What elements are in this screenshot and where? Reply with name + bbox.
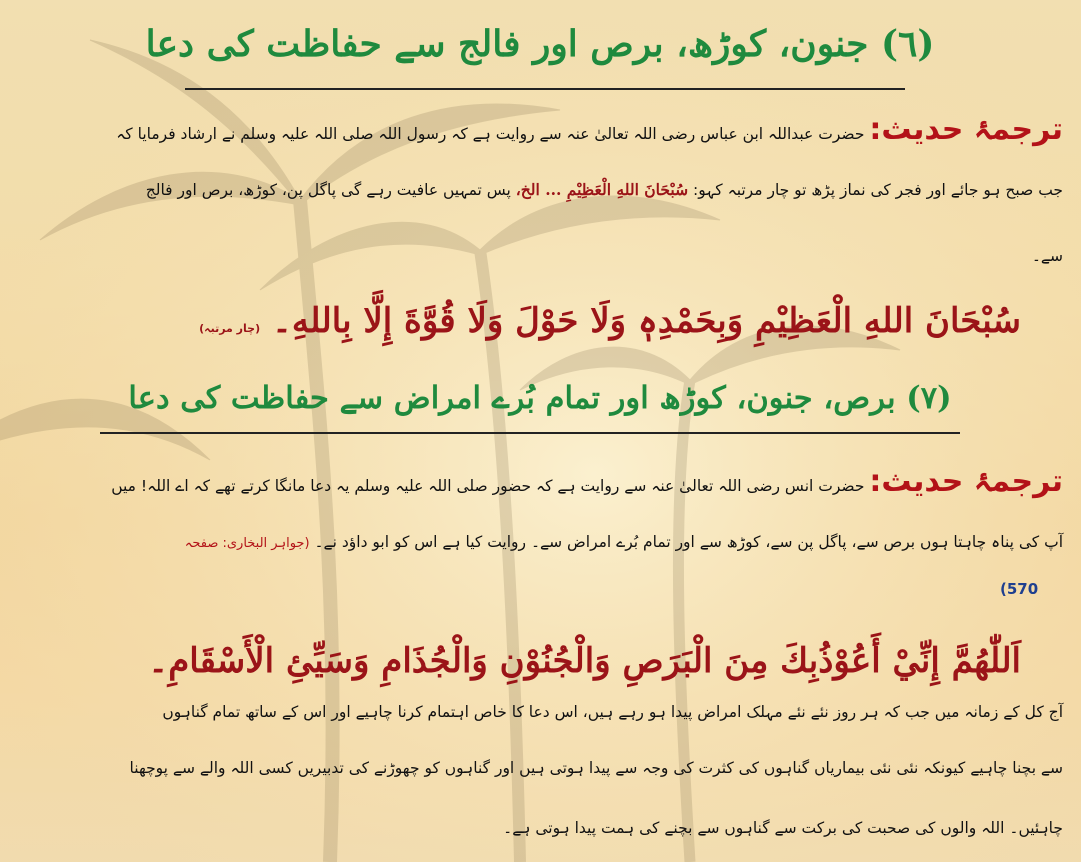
section7-underline [100,432,960,434]
section6-dua-text: سُبْحَانَ اللهِ الْعَظِيْمِ وَبِحَمْدِهٖ وَلَا حَوْلَ وَلَا قُوَّةَ إِلَّا بِاللهِ۔ [271,301,1021,341]
section7-label: ترجمۂ حدیث: [869,464,1063,499]
section7-para2: سے بچنا چاہیے کیونکہ نئی نئی بیماریاں گناہوں کی کثرت کی وجہ سے پیدا ہوتی ہیں اور گناہوں کو چھوڑنے کی تدبیریں کسی اللہ والے سے پوچھنا [129,759,1063,777]
section6-line3: سے۔ [1031,247,1063,265]
section6-line2 [18,178,1063,202]
section6-label: ترجمۂ حدیث: [869,112,1063,147]
section7-heading: (٧) برص، جنون، کوڑھ اور تمام بُرے امراض سے حفاظت کی دعا [128,380,952,416]
section6-text1: حضرت عبداللہ ابن عباس رضی اللہ تعالیٰ عنہ سے روایت ہے کہ رسول اللہ صلی اللہ علیہ وسلم نے ارشاد فرمایا کہ [116,125,865,143]
section7-para1: آج کل کے زمانہ میں جب کہ ہر روز نئے نئے مہلک امراض پیدا ہو رہے ہیں، اس دعا کا خاص اہتمام کرنا چاہیے اور اس کے ساتھ تمام گناہوں [162,703,1063,721]
section7-dua: اَللّٰهُمَّ إِنِّيْ أَعُوْذُبِكَ مِنَ الْبَرَصِ وَالْجُنُوْنِ وَالْجُذَامِ وَسَيِّئِ الْأَسْقَامِ۔ [148,641,1021,681]
section6-line1 [18,112,1063,147]
section7-reference-page: (570 [1000,580,1039,598]
section6-heading: (٦) جنون، کوڑھ، برص اور فالج سے حفاظت کی دعا [145,23,935,65]
section7-reference-source: (جواہر البخاری: صفحہ [184,536,310,551]
section7-para3: چاہئیں۔ اللہ والوں کی صحبت کی برکت سے گناہوں سے بچنے کی ہمت پیدا ہوتی ہے۔ [503,819,1063,837]
section7-line2 [18,530,1063,556]
section6-dua [199,298,1021,352]
section7-text2: آپ کی پناہ چاہتا ہوں برص سے، پاگل پن سے، کوڑھ سے اور تمام بُرے امراض سے۔ روایت کیا ہے اس کو ابو داؤد نے۔ [314,533,1063,551]
section6-text2-before: جب صبح ہو جائے اور فجر کی نماز پڑھ تو چار مرتبہ کہو: [688,181,1063,199]
section7-line1 [18,464,1063,499]
section6-dua-note: (چار مرتبہ) [199,322,261,335]
section7-text1: حضرت انس رضی اللہ تعالیٰ عنہ سے روایت ہے کہ حضور صلی اللہ علیہ وسلم یہ دعا مانگا کرتے تھے کہ اے اللہ! میں [111,477,865,495]
section6-inline-arabic: سُبْحَانَ اللهِ الْعَظِيْمِ ... الخ، [515,180,689,199]
section6-text2-after: پس تمہیں عافیت رہے گی پاگل پن، کوڑھ، برص اور فالج [145,181,516,199]
section6-underline [185,88,905,90]
